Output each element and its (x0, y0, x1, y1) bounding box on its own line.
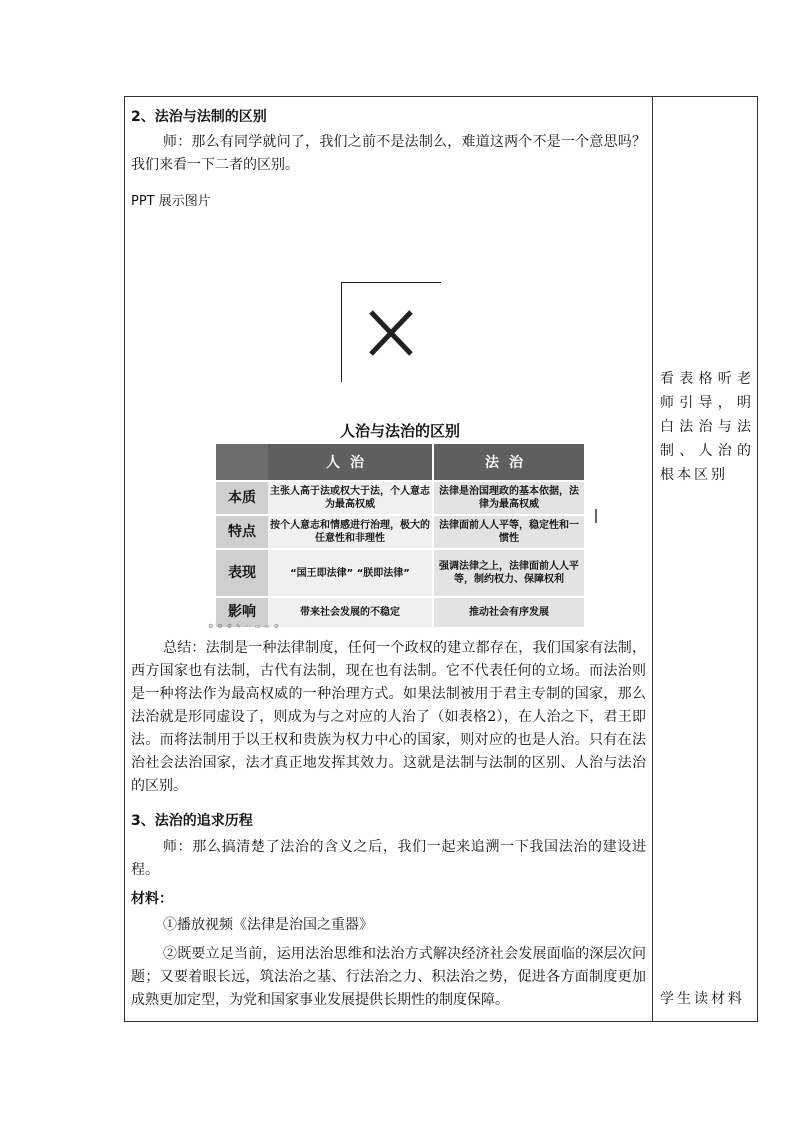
cell-fazhi: 推动社会有序发展 (433, 597, 584, 627)
summary-block (131, 637, 646, 1012)
teacher-paragraph-2: 师：那么搞清楚了法治的含义之后，我们一起来追溯一下我国法治的建设进程。 (131, 839, 646, 878)
teacher-paragraph-1: 师：那么有同学就问了，我们之前不是法制么，难道这两个不是一个意思吗？我们来看一下二者的区别。 (131, 134, 646, 173)
summary-paragraph: 总结：法制是一种法律制度，任何一个政权的建立都存在，我们国家有法制，西方国家也有法制，古代有法制，现在也有法制。它不代表任何的立场。而法治则是一种将法作为最高权威的一种治理方式。如果法制被用于君主专制的国家，那么法治就是形同虚设了，则成为与之对应的人治了（如表格2），在人治之下，君王即法。而将法制用于以王权和贵族为权力中心的国家，则对应的也是人治。只有在法治社会法治国家，法才真正地发挥其效力。这就是法制与法制的区别、人治与法治的区别。 (131, 640, 646, 794)
broken-image-placeholder (341, 282, 441, 382)
row-label: 影响 (216, 597, 268, 627)
material-item-2: ②既要立足当前，运用法治思维和法治方式解决经济社会发展面临的深层次问题；又要着眼长远，筑法治之基、行法治之力、积法治之势，促进各方面制度更加成熟更加定型，为党和国家事业发展提供长期性的制度保障。 (131, 946, 646, 1008)
side-note-2: 学生读材料 (660, 991, 745, 1007)
main-content-column (131, 96, 646, 213)
cell-renzhi: 主张人高于法或权大于法，个人意志为最高权威 (268, 481, 433, 515)
material-item-1: ①播放视频《法律是治国之重器》 (163, 917, 373, 933)
cell-fazhi: 强调法律之上，法律面前人人平等，制约权力、保障权利 (433, 549, 584, 597)
comparison-table (216, 444, 584, 627)
cell-renzhi: 按个人意志和情感进行治理，极大的任意性和非理性 (268, 515, 433, 549)
figure-title: 人治与法治的区别 (339, 422, 460, 440)
cell-renzhi: “国王即法律” “朕即法律” (268, 549, 433, 597)
text-cursor (595, 509, 597, 523)
column-header-renzhi: 人治 (268, 444, 433, 481)
section-2-heading: 2、法治与法制的区别 (131, 109, 267, 125)
corner-cell (216, 444, 268, 481)
section-3-heading: 3、法治的追求历程 (131, 813, 253, 829)
column-header-fazhi: 法治 (433, 444, 584, 481)
material-label: 材料： (131, 891, 173, 907)
cell-fazhi: 法律是治国理政的基本依据，法律为最高权威 (433, 481, 584, 515)
row-label: 表现 (216, 549, 268, 597)
cell-renzhi: 带来社会发展的不稳定 (268, 597, 433, 627)
column-divider (652, 96, 653, 1022)
side-note-1: 看表格听老师引导，明白法治与法制、人治的根本区别 (660, 371, 754, 483)
row-label: 本质 (216, 481, 268, 515)
row-label: 特点 (216, 515, 268, 549)
ppt-label: PPT 展示图片 (131, 194, 211, 209)
image-toolbar[interactable]: ⚙ ⚙ ⚙ ✎ ⋯ ▭ ▭ ⊘ (208, 623, 280, 630)
cell-fazhi: 法律面前人人平等，稳定性和一惯性 (433, 515, 584, 549)
broken-image-x-icon (341, 282, 441, 382)
